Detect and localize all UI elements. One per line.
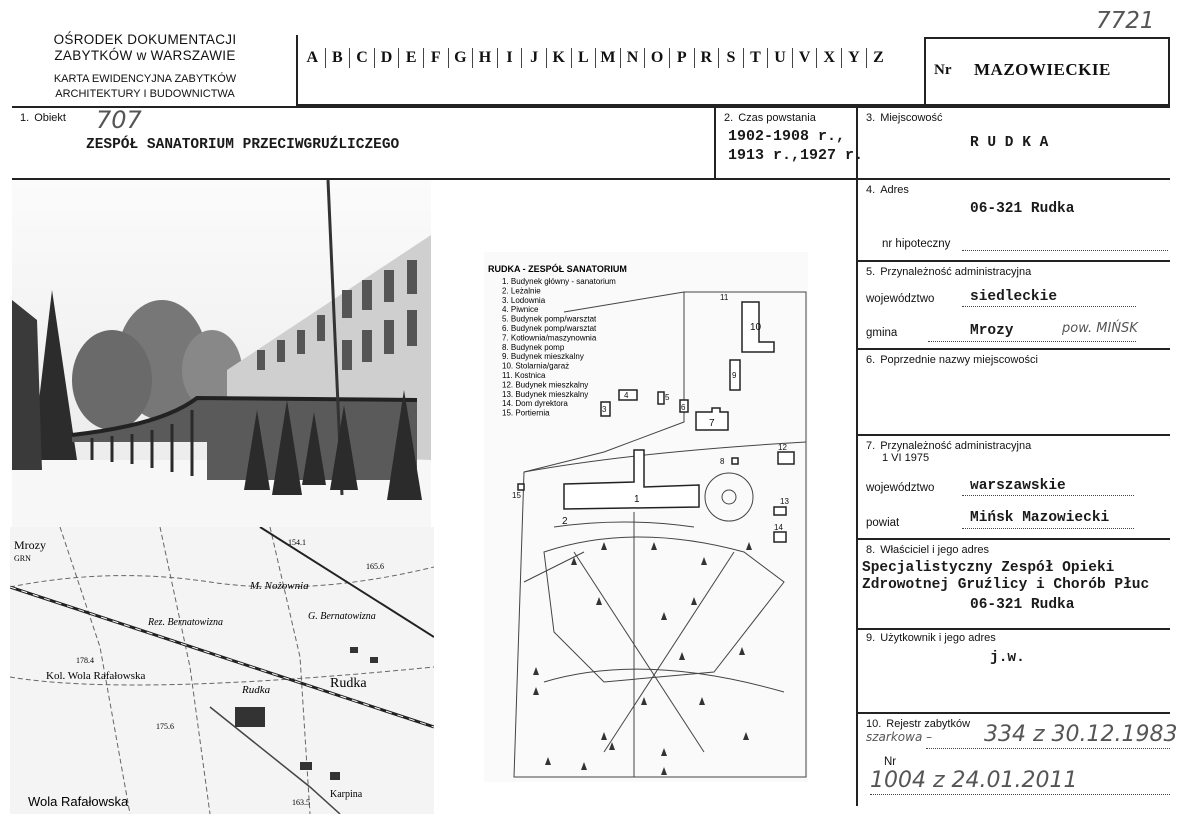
nr-label: Nr: [934, 62, 952, 78]
owner-label: 8. Właściciel i jego adres: [866, 544, 990, 556]
alphabet-letter: E: [398, 48, 423, 68]
alphabet-letter: T: [743, 48, 768, 68]
sep-7: [856, 538, 1170, 540]
date-label: 2. Czas powstania: [724, 112, 816, 124]
county-line: [962, 528, 1134, 529]
sep-5: [856, 348, 1170, 350]
plan-building-5: [658, 392, 664, 404]
card-type-line1: KARTA EWIDENCYJNA ZABYTKÓW: [53, 73, 237, 85]
sanatorium-photo-graphic: [12, 180, 431, 530]
alphabet-letter: S: [718, 48, 743, 68]
owner-line1: Specjalistyczny Zespół Opieki: [862, 560, 1115, 576]
alphabet-letter: H: [472, 48, 497, 68]
plan-legend-item: 7. Kotłownia/maszynownia: [502, 333, 597, 343]
alphabet-letter: Z: [866, 48, 891, 68]
place-value: R U D K A: [970, 135, 1049, 151]
commune-value: Mrozy: [970, 323, 1014, 339]
plan-num-15: 15: [512, 491, 521, 500]
date-line2: 1913 r.,1927 r.: [728, 147, 864, 164]
plan-legend-item: 12. Budynek mieszkalny: [502, 380, 589, 390]
alphabet-letter: L: [571, 48, 596, 68]
plan-building-13: [774, 507, 786, 515]
plan-legend-item: 1. Budynek główny - sanatorium: [502, 277, 616, 286]
plan-num-11: 11: [720, 293, 729, 302]
alphabet-letter: F: [423, 48, 448, 68]
map-label-rudka-small: Rudka: [242, 684, 271, 696]
owner-line2: Zdrowotnej Gruźlicy i Chorób Płuc: [862, 577, 1150, 593]
alphabet-letter: D: [374, 48, 399, 68]
county-label: powiat: [866, 517, 900, 529]
admin1975-date: 1 VI 1975: [882, 452, 930, 464]
map-label-karpina: Karpina: [330, 789, 363, 800]
plan-num-6: 6: [681, 403, 686, 412]
alphabet-letter: X: [816, 48, 841, 68]
register-entry: 334 z 30.12.1983: [984, 722, 1178, 747]
mortgage-label: nr hipoteczny: [882, 238, 951, 250]
register-nr-line: [870, 794, 1170, 795]
voivodeship1975-line: [962, 495, 1134, 496]
map-label-bernatowizna-rez: Rez. Bernatowizna: [148, 617, 223, 628]
row1-top-line: [12, 106, 1170, 108]
alphabet-letter: K: [546, 48, 571, 68]
alphabet-letter: O: [644, 48, 669, 68]
plan-num-12: 12: [778, 443, 787, 452]
register-note: szarkowa –: [866, 730, 933, 744]
county-value: Mińsk Mazowiecki: [970, 510, 1110, 526]
plan-building-15: [518, 484, 524, 490]
plan-legend-item: 2. Leżalnie: [502, 286, 541, 296]
handwritten-object-id: 707: [96, 106, 142, 134]
register-line: [926, 748, 1170, 749]
plan-num-10: 10: [750, 322, 762, 333]
map-height-2: 165.6: [366, 562, 384, 571]
map-label-kol-wola: Kol. Wola Rafałowska: [46, 670, 146, 682]
commune-line: [928, 341, 1136, 342]
plan-num-8: 8: [720, 457, 725, 466]
site-plan-graphic: [484, 252, 808, 782]
owner-line3: 06-321 Rudka: [970, 597, 1075, 613]
site-plan: [484, 252, 808, 782]
header-divider: [296, 35, 298, 105]
divider-right-column: [856, 106, 858, 806]
register-label: 10. Rejestr zabytków: [866, 718, 971, 730]
place-label: 3. Miejscowość: [866, 112, 943, 124]
plan-title: RUDKA - ZESPÓŁ SANATORIUM: [488, 264, 627, 274]
voivodeship-label: województwo: [866, 293, 935, 305]
alphabet-letter: I: [497, 48, 522, 68]
date-line1: 1902-1908 r.,: [728, 128, 846, 145]
alphabet-letter: N: [620, 48, 645, 68]
location-map-graphic: [10, 527, 434, 814]
voivodeship1975-label: województwo: [866, 482, 935, 494]
voivodeship-register: MAZOWIECKIE: [974, 60, 1111, 79]
alphabet-index: [300, 48, 890, 68]
object-label: 1. Obiekt: [20, 112, 66, 124]
register-nr-label: Nr: [884, 756, 897, 768]
location-map: [10, 527, 434, 814]
alphabet-letter: M: [595, 48, 620, 68]
alphabet-letter: Y: [841, 48, 866, 68]
map-label-grn: GRN: [14, 554, 31, 563]
admin-section-label: 5. Przynależność administracyjna: [866, 266, 1032, 278]
plan-num-3: 3: [602, 405, 607, 414]
admin1975-label: 7. Przynależność administracyjna: [866, 440, 1032, 452]
commune-label: gmina: [866, 327, 898, 339]
plan-num-14: 14: [774, 523, 783, 532]
alphabet-letter: V: [792, 48, 817, 68]
plan-legend-item: 15. Portiernia: [502, 408, 550, 418]
map-label-mrozy: Mrozy: [14, 538, 46, 552]
object-name: ZESPÓŁ SANATORIUM PRZECIWGRUŹLICZEGO: [86, 137, 400, 153]
plan-num-5: 5: [665, 393, 670, 402]
plan-legend-item: 11. Kostnica: [502, 371, 546, 380]
plan-num-1: 1: [634, 494, 640, 505]
map-height-5: 163.5: [292, 798, 310, 807]
card-type: [40, 72, 250, 102]
user-value: j.w.: [990, 650, 1025, 666]
sep-6: [856, 434, 1170, 436]
plan-num-9: 9: [732, 371, 737, 380]
plan-legend-item: 8. Budynek pomp: [502, 342, 565, 352]
institution-line2: ZABYTKÓW w WARSZAWIE: [54, 48, 236, 63]
plan-num-13: 13: [780, 497, 789, 506]
plan-building-12: [778, 452, 794, 464]
map-label-bernatowizna-g: G. Bernatowizna: [308, 611, 376, 622]
card-type-line2: ARCHITEKTURY I BUDOWNICTWA: [55, 88, 235, 100]
address-value: 06-321 Rudka: [970, 201, 1075, 217]
voivodeship-line: [962, 306, 1136, 307]
alphabet-letter: U: [767, 48, 792, 68]
divider-date: [714, 106, 716, 178]
plan-num-4: 4: [624, 391, 629, 400]
alphabet-letter: C: [349, 48, 374, 68]
sep-9: [856, 712, 1170, 714]
alphabet-letter: B: [325, 48, 350, 68]
plan-legend-item: 9. Budynek mieszkalny: [502, 352, 584, 362]
map-height-1: 154.1: [288, 538, 306, 547]
plan-legend-item: 4. Piwnice: [502, 305, 539, 315]
voivodeship-value: siedleckie: [970, 289, 1058, 305]
commune-note: pow. MIŃSK: [1062, 321, 1138, 336]
user-label: 9. Użytkownik i jego adres: [866, 632, 996, 644]
plan-num-7: 7: [709, 418, 715, 429]
map-label-nozownia: M. Nożownia: [250, 580, 309, 592]
alphabet-letter: J: [521, 48, 546, 68]
mortgage-line: [962, 250, 1168, 251]
plan-building-8: [732, 458, 738, 464]
voivodeship1975-value: warszawskie: [970, 478, 1066, 494]
alphabet-letter: A: [306, 49, 319, 66]
plan-legend-item: 5. Budynek pomp/warsztat: [502, 314, 597, 324]
register-nr-value: 1004 z 24.01.2011: [870, 768, 1078, 793]
plan-legend-item: 10. Stolarnia/garaż: [502, 361, 570, 371]
map-label-rudka: Rudka: [330, 676, 367, 691]
map-height-4: 175.6: [156, 722, 174, 731]
sep-4: [856, 260, 1170, 262]
plan-legend-item: 14. Dom dyrektora: [502, 399, 568, 409]
institution-line1: OŚRODEK DOKUMENTACJI: [53, 32, 237, 47]
plan-building-14: [774, 532, 786, 542]
previous-names-label: 6. Poprzednie nazwy miejscowości: [866, 354, 1038, 366]
plan-legend-item: 13. Budynek mieszkalny: [502, 389, 589, 399]
alphabet-letter: G: [448, 48, 473, 68]
plan-num-2: 2: [562, 516, 568, 527]
plan-legend-item: 6. Budynek pomp/warsztat: [502, 324, 597, 333]
map-height-3: 178.4: [76, 656, 94, 665]
alphabet-letter: P: [669, 48, 694, 68]
address-label: 4. Adres: [866, 184, 909, 196]
sep-8: [856, 628, 1170, 630]
plan-legend-item: 3. Lodownia: [502, 295, 546, 305]
alphabet-letter: R: [694, 48, 719, 68]
handwritten-card-number: 7721: [1096, 8, 1155, 34]
institution-name: [40, 32, 250, 64]
sanatorium-photo: [12, 180, 431, 530]
map-label-wola: Wola Rafałowska: [28, 794, 129, 809]
